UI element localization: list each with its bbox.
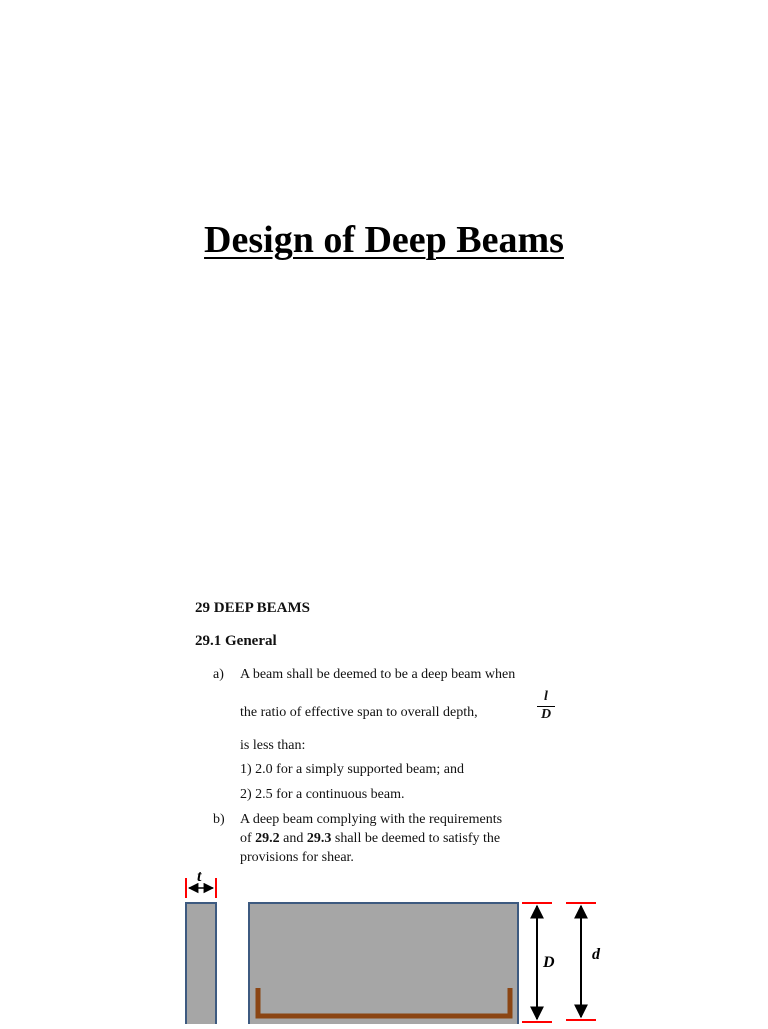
clause-ref-29-3: 29.3 <box>306 831 332 846</box>
thickness-label: t <box>197 868 202 885</box>
item-b-line2-mid: and <box>279 831 307 846</box>
item-b-marker: b) <box>213 812 225 827</box>
section-heading: 29 DEEP BEAMS <box>195 600 311 616</box>
overall-depth-label: D <box>543 954 555 971</box>
item-a-line2: the ratio of effective span to overall depth, <box>240 705 478 720</box>
ratio-fraction <box>537 690 555 722</box>
beam-diagram <box>0 868 768 1024</box>
clause-ref-29-2: 29.2 <box>255 831 280 846</box>
sub-item-2: 2) 2.5 for a continuous beam. <box>240 787 405 802</box>
item-a-line1: A beam shall be deemed to be a deep beam when <box>240 667 516 682</box>
beam-elevation <box>249 903 518 1024</box>
item-b-line1: A deep beam complying with the requirements <box>240 812 503 827</box>
subsection-heading: 29.1 General <box>195 633 277 649</box>
beam-diagram-svg <box>0 868 768 1024</box>
item-a-line3: is less than: <box>240 738 306 753</box>
item-b-line2-pre: of <box>240 831 256 846</box>
item-b-line2 <box>240 831 500 847</box>
sub-item-1: 1) 2.0 for a simply supported beam; and <box>240 762 464 777</box>
item-b-line3: provisions for shear. <box>240 850 354 865</box>
fraction-denominator: D <box>540 707 552 722</box>
slide-title: Design of Deep Beams <box>204 219 564 261</box>
item-a-marker: a) <box>213 667 224 682</box>
fraction-numerator: l <box>544 689 548 704</box>
beam-section-side <box>186 903 216 1024</box>
item-b-line2-post: shall be deemed to satisfy the <box>331 831 501 846</box>
effective-depth-label: d <box>592 946 600 963</box>
